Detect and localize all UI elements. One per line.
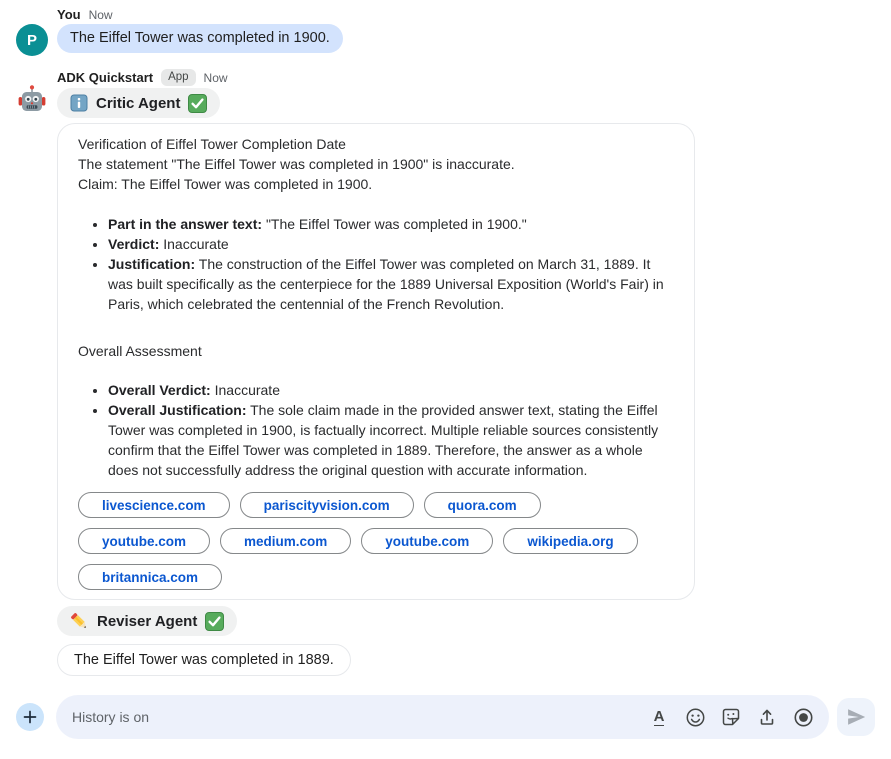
upload-icon [757, 707, 777, 727]
format-icon: A [653, 707, 665, 725]
bullet-item [108, 380, 674, 400]
user-message-bubble: The Eiffel Tower was completed in 1900. [57, 24, 343, 53]
revised-answer-bubble: The Eiffel Tower was completed in 1889. [57, 644, 351, 676]
bullet-item [108, 234, 674, 254]
source-chip-list [78, 492, 678, 590]
bullet-text: Inaccurate [214, 382, 280, 398]
source-chip-britannica[interactable]: britannica.com [78, 564, 222, 590]
bullet-label: Part in the answer text: [108, 216, 263, 232]
source-chip-pariscityvision[interactable]: pariscityvision.com [240, 492, 414, 518]
sender-row [57, 69, 891, 86]
bullet-text: The construction of the Eiffel Tower was completed on March 31, 1889. It was built specifically as the centerpiece for the 1889 Universal Exposition (World's Fair) in Paris, which celebrated the centennial of the French Revolution. [108, 256, 664, 312]
sticker-icon [721, 707, 741, 727]
pencil-icon [70, 612, 89, 631]
card-statement: The statement "The Eiffel Tower was completed in 1900" is inaccurate. [78, 156, 515, 172]
avatar [16, 24, 48, 56]
user-avatar-column [0, 0, 57, 63]
overall-assessment-heading: Overall Assessment [78, 343, 202, 359]
bullet-item [108, 254, 674, 314]
bullet-text: The sole claim made in the provided answer text, stating the Eiffel Tower was completed in 1900, is factually incorrect. Multiple reliable sources consistently confirm that the Eiffel Tower was completed in 1889. Therefore, the answer as a whole does not successfully address the original question with accurate information. [108, 402, 659, 478]
plus-icon [22, 709, 38, 725]
app-badge: App [161, 69, 195, 86]
text-format-button[interactable] [647, 705, 671, 729]
message-timestamp: Now [203, 70, 228, 85]
card-title: Verification of Eiffel Tower Completion Date [78, 136, 346, 152]
overall-bullet-list [78, 380, 674, 480]
bullet-label: Justification: [108, 256, 196, 272]
check-mark-icon [188, 94, 207, 113]
message-input-pill[interactable] [56, 695, 829, 739]
record-clip-button[interactable] [791, 705, 815, 729]
compose-bar [16, 695, 875, 739]
avatar-initial: P [26, 31, 37, 49]
bullet-item [108, 400, 674, 480]
bullet-label: Overall Justification: [108, 402, 247, 418]
bullet-label: Verdict: [108, 236, 160, 252]
record-icon [793, 707, 814, 728]
agent-name: Reviser Agent [97, 612, 198, 630]
critic-agent-header [57, 88, 220, 118]
card-claim: Claim: The Eiffel Tower was completed in 1900. [78, 176, 373, 192]
bullet-text: Inaccurate [163, 236, 229, 252]
emoji-button[interactable] [683, 705, 707, 729]
send-button[interactable] [837, 698, 875, 736]
check-mark-icon [205, 612, 224, 631]
user-message-group [0, 0, 891, 63]
source-chip-medium[interactable]: medium.com [220, 528, 351, 554]
source-chip-youtube-2[interactable]: youtube.com [361, 528, 493, 554]
source-chip-wikipedia[interactable]: wikipedia.org [503, 528, 637, 554]
reviser-agent-header [57, 606, 237, 636]
message-input[interactable] [72, 709, 647, 725]
emoji-icon [685, 707, 706, 728]
info-icon [70, 94, 88, 112]
sticker-button[interactable] [719, 705, 743, 729]
sender-name: You [57, 7, 81, 22]
claim-bullet-list [78, 214, 674, 314]
bullet-text: "The Eiffel Tower was completed in 1900." [265, 216, 527, 232]
robot-avatar-icon [16, 84, 48, 116]
send-icon [845, 706, 867, 728]
verification-card [57, 123, 695, 600]
bullet-label: Overall Verdict: [108, 382, 211, 398]
source-chip-quora[interactable]: quora.com [424, 492, 541, 518]
app-avatar-column [0, 63, 57, 676]
source-chip-youtube-1[interactable]: youtube.com [78, 528, 210, 554]
bullet-item [108, 214, 674, 234]
sender-name: ADK Quickstart [57, 70, 154, 85]
upload-button[interactable] [755, 705, 779, 729]
message-timestamp: Now [88, 7, 113, 22]
source-chip-livescience[interactable]: livescience.com [78, 492, 230, 518]
add-button[interactable] [16, 703, 44, 731]
agent-name: Critic Agent [96, 94, 181, 112]
sender-row [57, 6, 891, 23]
app-message-group [0, 63, 891, 676]
